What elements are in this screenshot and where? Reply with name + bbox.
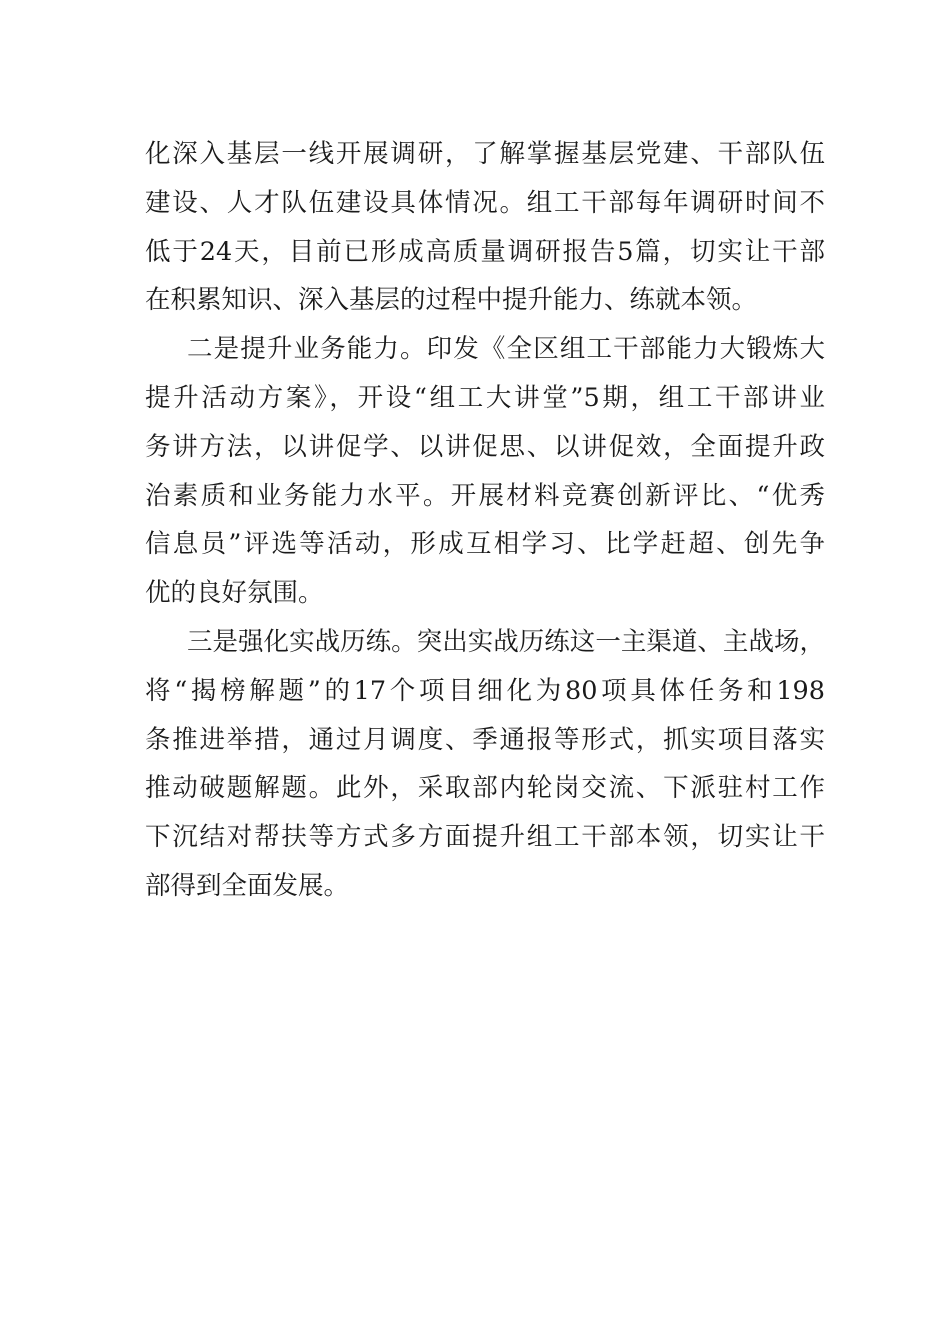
paragraph-point-three — [145, 618, 825, 911]
text-line: 下沉结对帮扶等方式多方面提升组工干部本领，切实让干 — [145, 822, 825, 853]
text-line: 在积累知识、深入基层的过程中提升能力、练就本领。 — [145, 285, 758, 316]
text-line: 建设、人才队伍建设具体情况。组工干部每年调研时间不 — [145, 187, 825, 218]
text-line: 将“揭榜解题”的17个项目细化为80项具体任务和198 — [145, 675, 825, 706]
text-line: 推动破题解题。此外，采取部内轮岗交流、下派驻村工作 — [145, 773, 825, 804]
text-line: 三是强化实战历练。突出实战历练这一主渠道、主战场， — [187, 626, 825, 657]
text-line: 化深入基层一线开展调研，了解掌握基层党建、干部队伍 — [145, 139, 825, 169]
text-line: 提升活动方案》，开设“组工大讲堂”5期，组工干部讲业 — [145, 382, 825, 413]
text-line: 低于24天，目前已形成高质量调研报告5篇，切实让干部 — [145, 236, 825, 267]
text-line: 信息员”评选等活动，形成互相学习、比学赶超、创先争 — [145, 529, 825, 560]
text-line: 条推进举措，通过月调度、季通报等形式，抓实项目落实 — [145, 724, 825, 755]
paragraph-point-two — [145, 325, 825, 618]
body-text — [145, 130, 825, 911]
text-line: 优的良好氛围。 — [145, 578, 324, 609]
text-line: 治素质和业务能力水平。开展材料竞赛创新评比、“优秀 — [145, 480, 825, 511]
text-line: 二是提升业务能力。印发《全区组工干部能力大锻炼大 — [187, 334, 825, 365]
text-line: 部得到全面发展。 — [145, 870, 350, 901]
text-line: 务讲方法，以讲促学、以讲促思、以讲促效，全面提升政 — [145, 431, 825, 462]
paragraph-continuation — [145, 130, 825, 325]
